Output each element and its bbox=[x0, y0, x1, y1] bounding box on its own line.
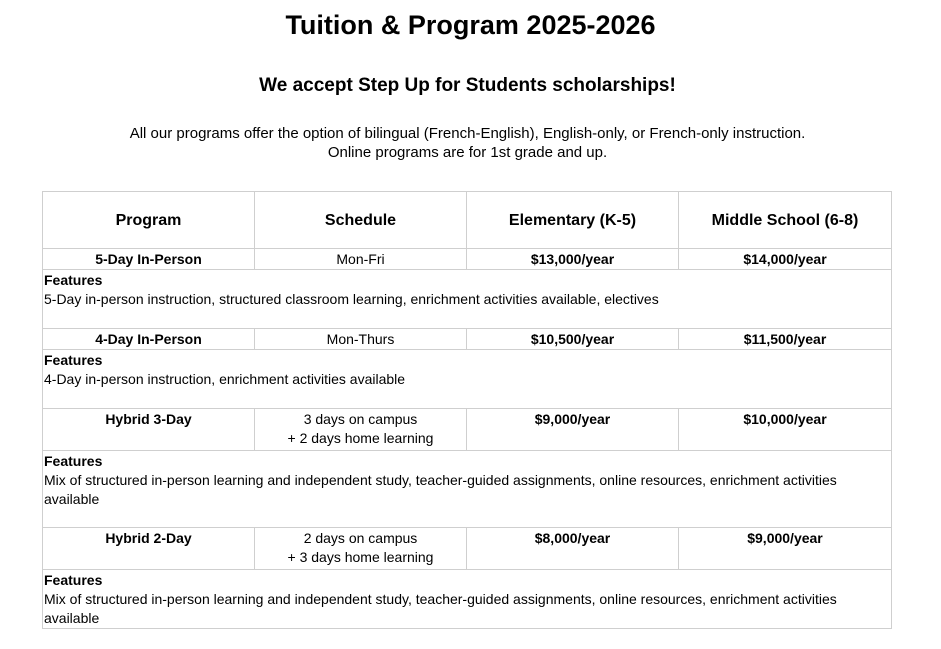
middle-school-price: $11,500/year bbox=[679, 329, 892, 350]
features-text: 4-Day in-person instruction, enrichment activities available bbox=[44, 371, 406, 387]
intro-line: Online programs are for 1st grade and up. bbox=[327, 144, 608, 161]
features-text: 5-Day in-person instruction, structured classroom learning, enrichment activities available, electives bbox=[44, 291, 659, 307]
tuition-table-container bbox=[42, 191, 891, 629]
features-cell bbox=[43, 270, 892, 329]
program-schedule bbox=[255, 329, 467, 350]
features-label: Features bbox=[44, 453, 103, 469]
table-row bbox=[43, 409, 892, 451]
middle-school-price: $10,000/year bbox=[679, 409, 892, 451]
features-cell bbox=[43, 570, 892, 629]
schedule-line: + 3 days home learning bbox=[287, 549, 434, 565]
features-text: Mix of structured in-person learning and independent study, teacher-guided assignments, online resources, enrichment activities available bbox=[44, 472, 837, 507]
features-row bbox=[43, 270, 892, 329]
features-row bbox=[43, 451, 892, 528]
program-schedule bbox=[255, 249, 467, 270]
features-row bbox=[43, 350, 892, 409]
program-name: 4-Day In-Person bbox=[43, 329, 255, 350]
features-label: Features bbox=[44, 572, 103, 588]
elementary-price: $8,000/year bbox=[467, 528, 679, 570]
intro-line: All our programs offer the option of bilingual (French-English), English-only, or French-only instruction. bbox=[129, 125, 806, 142]
features-label: Features bbox=[44, 272, 103, 288]
table-row bbox=[43, 329, 892, 350]
program-name: Hybrid 3-Day bbox=[43, 409, 255, 451]
table-row bbox=[43, 528, 892, 570]
program-schedule bbox=[255, 528, 467, 570]
schedule-line: 3 days on campus bbox=[303, 411, 418, 427]
page-title: Tuition & Program 2025-2026 bbox=[285, 10, 656, 40]
program-name: Hybrid 2-Day bbox=[43, 528, 255, 570]
program-name: 5-Day In-Person bbox=[43, 249, 255, 270]
header-program: Program bbox=[43, 192, 255, 249]
schedule-line: 2 days on campus bbox=[303, 530, 418, 546]
schedule-line: Mon-Fri bbox=[336, 251, 385, 267]
scholarship-notice: We accept Step Up for Students scholarships! bbox=[259, 75, 676, 96]
header-elementary: Elementary (K-5) bbox=[467, 192, 679, 249]
table-row bbox=[43, 249, 892, 270]
middle-school-price: $14,000/year bbox=[679, 249, 892, 270]
program-schedule bbox=[255, 409, 467, 451]
table-header-row bbox=[43, 192, 892, 249]
features-cell bbox=[43, 350, 892, 409]
elementary-price: $9,000/year bbox=[467, 409, 679, 451]
tuition-table bbox=[42, 191, 892, 629]
features-cell bbox=[43, 451, 892, 528]
header-middle-school: Middle School (6-8) bbox=[679, 192, 892, 249]
schedule-line: Mon-Thurs bbox=[326, 331, 395, 347]
features-text: Mix of structured in-person learning and independent study, teacher-guided assignments, online resources, enrichment activities available bbox=[44, 591, 837, 626]
elementary-price: $13,000/year bbox=[467, 249, 679, 270]
middle-school-price: $9,000/year bbox=[679, 528, 892, 570]
features-label: Features bbox=[44, 352, 103, 368]
schedule-line: + 2 days home learning bbox=[287, 430, 434, 446]
header-schedule: Schedule bbox=[255, 192, 467, 249]
intro-text bbox=[0, 124, 935, 162]
elementary-price: $10,500/year bbox=[467, 329, 679, 350]
features-row bbox=[43, 570, 892, 629]
